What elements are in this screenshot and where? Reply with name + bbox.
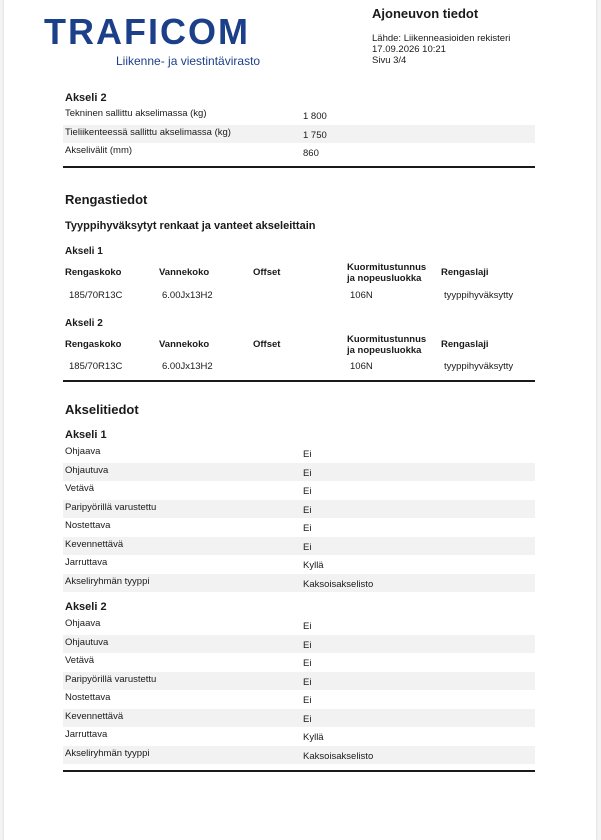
row-value: Ei [303,639,312,651]
table-row [63,290,535,304]
col-rim-size: Vannekoko [159,267,210,278]
row-label: Tekninen sallittu akselimassa (kg) [65,108,207,119]
traficom-logo [44,11,276,70]
table-row [63,537,535,556]
row-value: 1 750 [303,129,327,141]
document-datetime: 17.09.2026 10:21 [372,44,446,55]
logo-wordmark: TRAFICOM [44,11,250,52]
table-row [63,143,535,162]
axle-info-section-title: Akselitiedot [65,402,139,417]
row-label: Akseliryhmän tyyppi [65,575,150,587]
axle2-info-table [63,616,535,764]
table-row [63,444,535,463]
page-number: Sivu 3/4 [372,55,407,66]
row-value: Kyllä [303,732,324,743]
rim-size: 6.00Jx13H2 [162,361,213,372]
tyre-type: tyyppihyväksytty [444,290,514,301]
row-label: Nostettava [65,692,111,703]
row-value: 1 800 [303,111,327,122]
row-label: Jarruttava [65,729,108,740]
logo-tagline: Liikenne- ja viestintävirasto [116,54,261,68]
table-row [63,361,535,375]
row-label: Kevennettävä [65,710,124,722]
col-offset: Offset [253,267,281,278]
section-divider [63,380,535,382]
axle-info-axle2-title: Akseli 2 [65,601,107,613]
tyres-section-title: Rengastiedot [65,192,148,207]
col-load-speed-2: ja nopeusluokka [347,273,422,284]
row-label: Nostettava [65,520,111,531]
section-divider [63,166,535,168]
col-load-speed-2: ja nopeusluokka [347,345,422,356]
table-row [63,106,535,125]
table-row [63,672,535,691]
axle-info-axle1-title: Akseli 1 [65,429,107,441]
table-row [63,653,535,672]
row-label: Ohjaava [65,618,101,629]
axle1-info-table [63,444,535,592]
document-title: Ajoneuvon tiedot [372,6,479,21]
load-speed: 106N [350,361,373,372]
row-value: Ei [303,504,312,516]
table-row [63,616,535,635]
col-tyre-type: Rengaslaji [441,339,489,350]
row-value: Ei [303,486,312,497]
tyre-size: 185/70R13C [69,290,123,301]
col-load-speed-1: Kuormitustunnus [347,334,427,345]
table-row [63,635,535,654]
table-row [63,500,535,519]
row-label: Tieliikenteessä sallittu akselimassa (kg) [65,126,231,138]
axle2-limits-title: Akseli 2 [65,92,107,104]
row-label: Paripyörillä varustettu [65,501,157,513]
col-offset: Offset [253,339,281,350]
row-label: Vetävä [65,655,95,666]
row-value: Ei [303,467,312,479]
row-value: Ei [303,658,312,669]
row-label: Kevennettävä [65,538,124,550]
tyres-table-header [63,334,535,358]
table-row [63,518,535,537]
document-page [4,0,596,840]
row-value: Ei [303,621,312,632]
table-row [63,746,535,765]
row-value: Ei [303,676,312,688]
table-row [63,574,535,593]
table-row [63,481,535,500]
table-row [63,125,535,144]
axle2-limits-table [63,106,535,162]
table-row [63,690,535,709]
rim-size: 6.00Jx13H2 [162,290,213,301]
row-value: Kyllä [303,560,324,571]
row-value: Kaksoisakselisto [303,578,374,590]
table-row [63,709,535,728]
row-label: Paripyörillä varustettu [65,673,157,685]
tyre-size: 185/70R13C [69,361,123,372]
tyre-type: tyyppihyväksytty [444,361,514,372]
row-value: Ei [303,541,312,553]
row-value: Ei [303,713,312,725]
col-tyre-size: Rengaskoko [65,267,122,278]
table-row [63,463,535,482]
row-label: Jarruttava [65,557,108,568]
col-tyre-type: Rengaslaji [441,267,489,278]
table-row [63,727,535,746]
tyres-subtitle: Tyyppihyväksytyt renkaat ja vanteet akseleittain [65,220,316,232]
col-load-speed-1: Kuormitustunnus [347,262,427,273]
tyres-axle1-title: Akseli 1 [65,246,103,257]
row-label: Ohjautuva [65,636,109,648]
row-value: Kaksoisakselisto [303,750,374,762]
document-source: Lähde: Liikenneasioiden rekisteri [372,33,511,44]
tyres-table-header [63,262,535,286]
row-label: Vetävä [65,483,95,494]
load-speed: 106N [350,290,373,301]
table-row [63,555,535,574]
row-label: Akseliryhmän tyyppi [65,747,150,759]
row-label: Akselivälit (mm) [65,145,133,156]
row-value: Ei [303,449,312,460]
tyres-axle2-title: Akseli 2 [65,318,103,329]
row-label: Ohjautuva [65,464,109,476]
document-header [372,6,592,66]
row-label: Ohjaava [65,446,101,457]
col-tyre-size: Rengaskoko [65,339,122,350]
col-rim-size: Vannekoko [159,339,210,350]
row-value: Ei [303,523,312,534]
row-value: Ei [303,695,312,706]
row-value: 860 [303,148,319,159]
section-divider [63,770,535,772]
